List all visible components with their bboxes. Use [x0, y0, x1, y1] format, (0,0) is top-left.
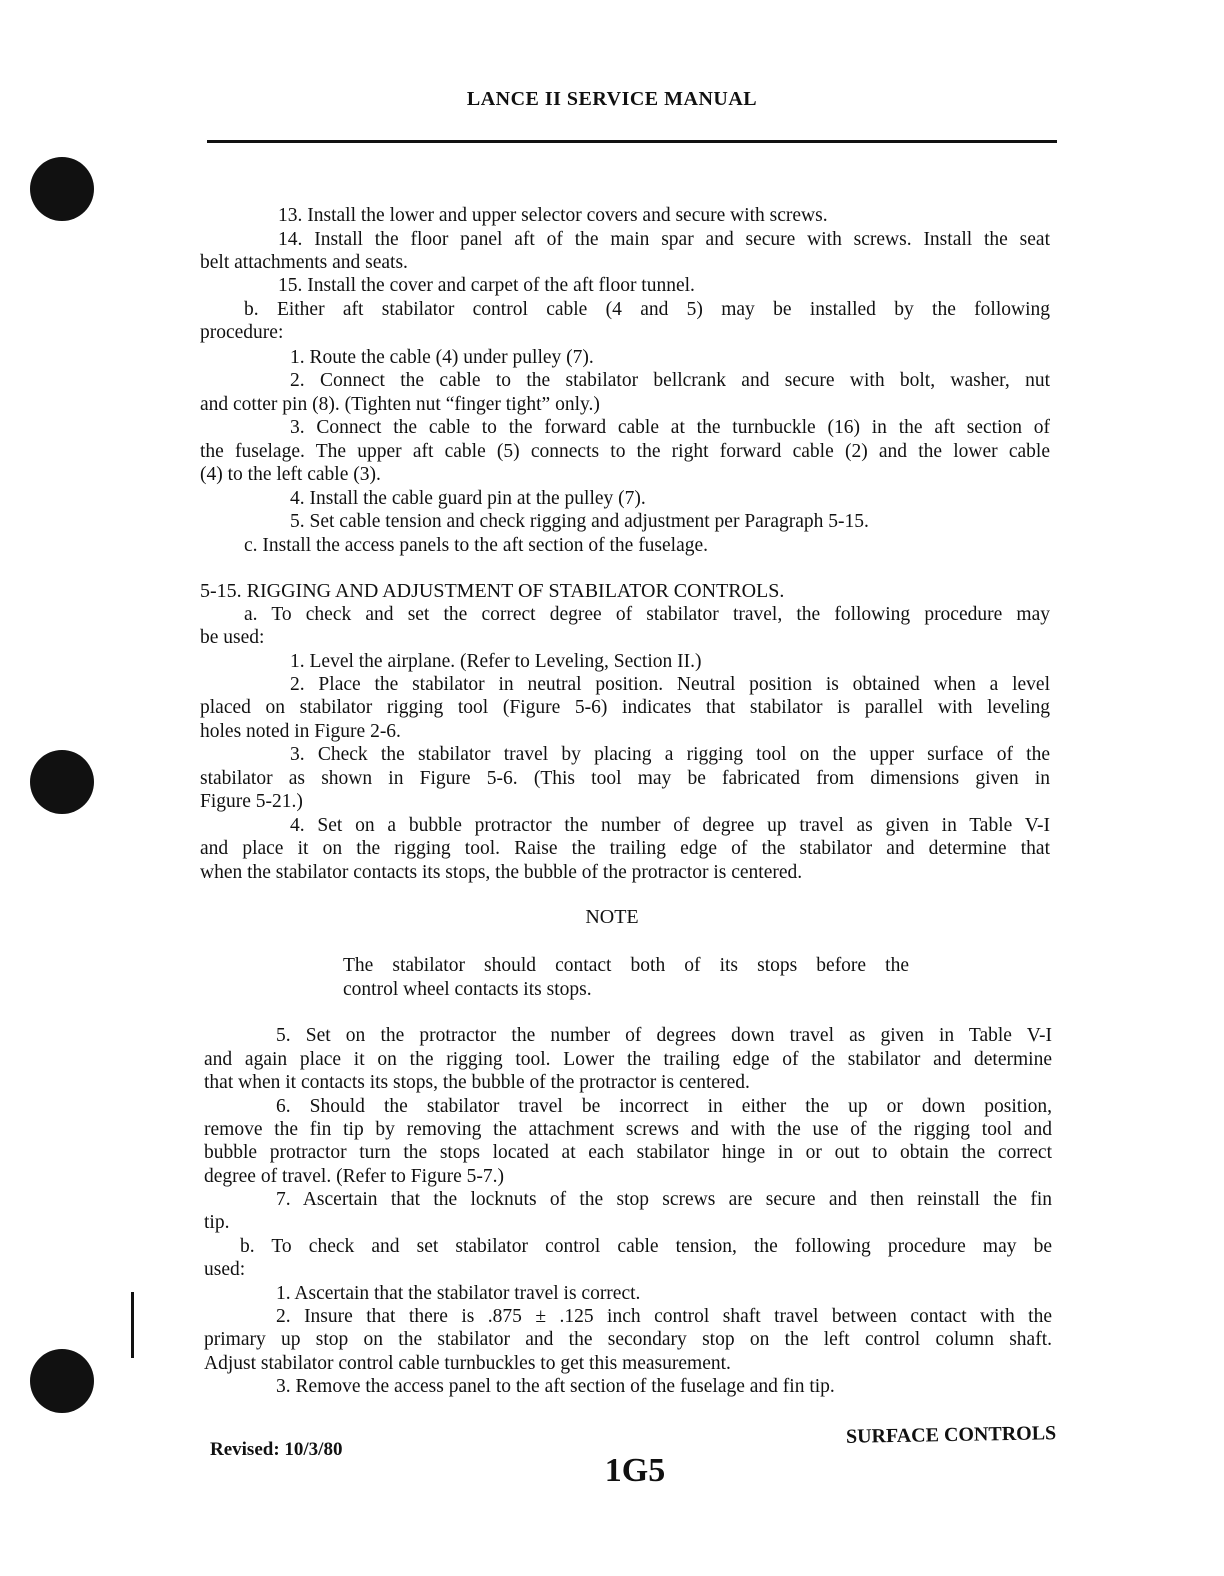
- text-line: degree of travel. (Refer to Figure 5-7.): [204, 1166, 504, 1187]
- header-rule: [207, 140, 1057, 143]
- text-line: procedure:: [200, 322, 284, 343]
- text-line: 13. Install the lower and upper selector covers and secure with screws.: [278, 205, 828, 226]
- text-line: 5. Set on the protractor the number of degrees down travel as given in Table V-I: [276, 1025, 1052, 1046]
- text-line: that when it contacts its stops, the bubble of the protractor is centered.: [204, 1072, 750, 1093]
- page-header-title: LANCE II SERVICE MANUAL: [466, 88, 758, 110]
- text-line: and again place it on the rigging tool. Lower the trailing edge of the stabilator and determine: [204, 1049, 1052, 1070]
- note-title: NOTE: [585, 906, 639, 928]
- text-line: 3. Connect the cable to the forward cable at the turnbuckle (16) in the aft section of: [290, 417, 1050, 438]
- text-line: be used:: [200, 627, 265, 648]
- text-line: b. To check and set stabilator control cable tension, the following procedure may be: [240, 1236, 1052, 1257]
- text-line: 5. Set cable tension and check rigging and adjustment per Paragraph 5-15.: [290, 511, 869, 532]
- text-line: c. Install the access panels to the aft section of the fuselage.: [244, 535, 709, 556]
- text-line: bubble protractor turn the stops located at each stabilator hinge in or out to obtain the correct: [204, 1142, 1052, 1163]
- revision-bar: [131, 1292, 134, 1358]
- text-line: stabilator as shown in Figure 5-6. (This tool may be fabricated from dimensions given in: [200, 768, 1050, 789]
- text-line: belt attachments and seats.: [200, 252, 408, 273]
- section-heading: 5-15. RIGGING AND ADJUSTMENT OF STABILATOR CONTROLS.: [200, 580, 785, 602]
- binder-hole: [30, 1349, 94, 1413]
- text-line: Figure 5-21.): [200, 791, 303, 812]
- text-line: 4. Install the cable guard pin at the pulley (7).: [290, 488, 646, 509]
- text-line: 2. Insure that there is .875 ± .125 inch control shaft travel between contact with the: [276, 1306, 1052, 1327]
- text-line: 1. Ascertain that the stabilator travel is correct.: [276, 1283, 641, 1304]
- note-text: control wheel contacts its stops.: [343, 979, 592, 1000]
- note-text: The stabilator should contact both of its stops before the: [343, 955, 909, 976]
- text-line: used:: [204, 1259, 246, 1280]
- text-line: Adjust stabilator control cable turnbuckles to get this measurement.: [204, 1353, 731, 1374]
- text-line: the fuselage. The upper aft cable (5) connects to the right forward cable (2) and the lower cable: [200, 441, 1050, 462]
- text-line: when the stabilator contacts its stops, the bubble of the protractor is centered.: [200, 862, 803, 883]
- text-line: and place it on the rigging tool. Raise the trailing edge of the stabilator and determine that: [200, 838, 1050, 859]
- text-line: 14. Install the floor panel aft of the main spar and secure with screws. Install the seat: [278, 229, 1050, 250]
- text-line: 3. Remove the access panel to the aft section of the fuselage and fin tip.: [276, 1376, 835, 1397]
- text-line: and cotter pin (8). (Tighten nut “finger tight” only.): [200, 394, 600, 415]
- section-name: SURFACE CONTROLS: [845, 1422, 1057, 1448]
- text-line: remove the fin tip by removing the attachment screws and with the use of the rigging tool and: [204, 1119, 1052, 1140]
- text-line: a. To check and set the correct degree of stabilator travel, the following procedure may: [244, 604, 1050, 625]
- text-line: b. Either aft stabilator control cable (4 and 5) may be installed by the following: [244, 299, 1050, 320]
- text-line: 2. Place the stabilator in neutral position. Neutral position is obtained when a level: [290, 674, 1050, 695]
- text-line: 7. Ascertain that the locknuts of the stop screws are secure and then reinstall the fin: [276, 1189, 1052, 1210]
- text-line: tip.: [204, 1212, 230, 1233]
- text-line: 6. Should the stabilator travel be incorrect in either the up or down position,: [276, 1096, 1052, 1117]
- text-line: 3. Check the stabilator travel by placing a rigging tool on the upper surface of the: [290, 744, 1050, 765]
- text-line: primary up stop on the stabilator and the secondary stop on the left control column shaft.: [204, 1329, 1052, 1350]
- text-line: 1. Level the airplane. (Refer to Leveling, Section II.): [290, 651, 702, 672]
- page-number: 1G5: [604, 1452, 666, 1489]
- text-line: holes noted in Figure 2-6.: [200, 721, 401, 742]
- binder-hole: [30, 157, 94, 221]
- text-line: (4) to the left cable (3).: [200, 464, 381, 485]
- text-line: 1. Route the cable (4) under pulley (7).: [290, 347, 594, 368]
- text-line: placed on stabilator rigging tool (Figure 5-6) indicates that stabilator is parallel with leveling: [200, 697, 1050, 718]
- revision-date: Revised: 10/3/80: [210, 1439, 343, 1460]
- text-line: 15. Install the cover and carpet of the aft floor tunnel.: [278, 275, 695, 296]
- text-line: 2. Connect the cable to the stabilator bellcrank and secure with bolt, washer, nut: [290, 370, 1050, 391]
- binder-hole: [30, 750, 94, 814]
- text-line: 4. Set on a bubble protractor the number of degree up travel as given in Table V-I: [290, 815, 1050, 836]
